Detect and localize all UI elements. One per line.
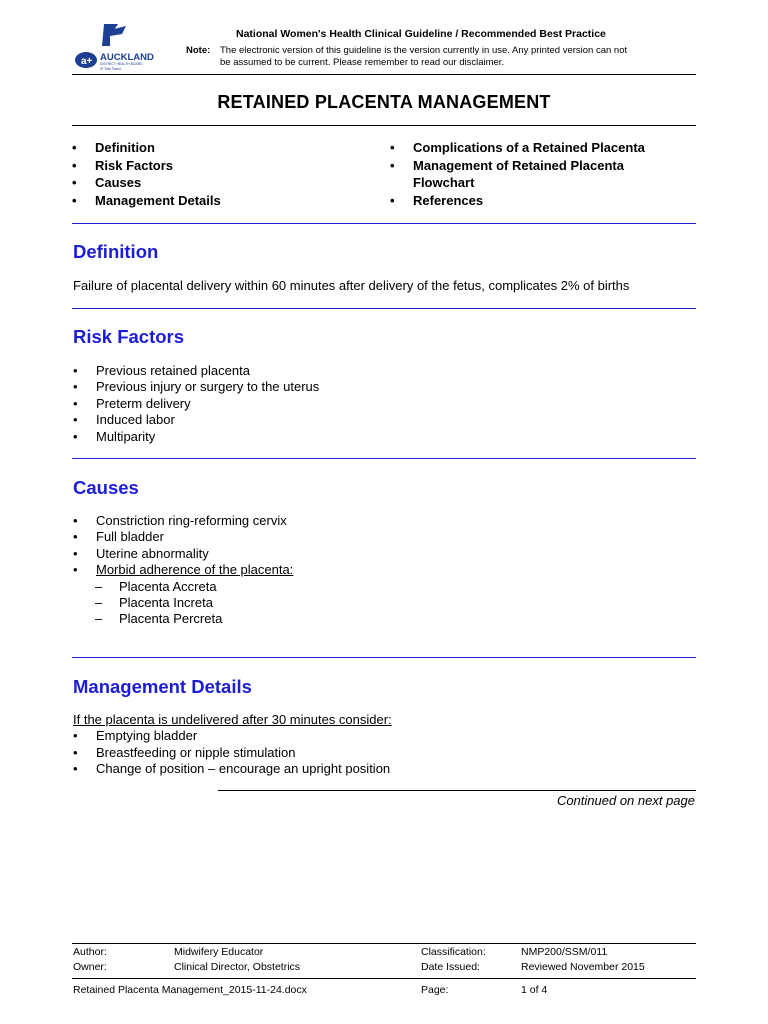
definition-text: Failure of placental delivery within 60 minutes after delivery of the fetus, complicates 2% of births	[73, 278, 630, 293]
sub-list-item: – Placenta Increta	[73, 595, 293, 611]
footer-filename: Retained Placenta Management_2015-11-24.docx	[73, 984, 307, 996]
title-rule	[72, 125, 696, 126]
list-item	[73, 562, 293, 578]
footer-classification-label: Classification:	[421, 946, 486, 958]
list-item: • Multiparity	[73, 429, 319, 445]
continued-on-next-page: Continued on next page	[556, 793, 695, 808]
footer-rule	[72, 943, 696, 944]
footer-owner-value: Clinical Director, Obstetrics	[174, 961, 301, 973]
toc-item-references[interactable]: • References	[390, 192, 690, 210]
auckland-dhb-logo	[74, 22, 170, 72]
toc-item-causes[interactable]: • Causes	[72, 174, 221, 192]
toc-item-management-flowchart-line2: Flowchart	[413, 175, 475, 190]
footer-author-label: Author:	[73, 946, 107, 958]
definition-heading: Definition	[73, 241, 159, 262]
footer-page-value: 1 of 4	[521, 984, 548, 996]
management-intro: If the placenta is undelivered after 30 minutes consider:	[73, 712, 392, 727]
note-line-2: be assumed to be current. Please remember to read our disclaimer.	[220, 56, 505, 68]
continued-rule	[218, 790, 696, 791]
footer-rule	[72, 978, 696, 979]
morbid-adherence-label: Morbid adherence of the placenta:	[96, 562, 294, 578]
footer-date-label: Date Issued:	[421, 961, 480, 973]
section-rule	[72, 657, 696, 658]
risk-factors-heading: Risk Factors	[73, 326, 185, 347]
sub-list-item: – Placenta Percreta	[73, 611, 293, 627]
footer-classification-value: NMP200/SSM/011	[521, 946, 608, 958]
list-item: • Emptying bladder	[73, 728, 392, 744]
causes-heading: Causes	[73, 477, 139, 498]
footer-author-value: Midwifery Educator	[174, 946, 264, 958]
footer-date-value: Reviewed November 2015	[521, 961, 645, 973]
toc-item-management-flowchart[interactable]	[390, 157, 690, 192]
management-list	[73, 712, 392, 778]
list-item: • Previous injury or surgery to the uterus	[73, 379, 319, 395]
footer-owner-label: Owner:	[73, 961, 107, 973]
note-label: Note:	[186, 45, 211, 56]
list-item: • Preterm delivery	[73, 396, 319, 412]
management-heading: Management Details	[73, 676, 252, 697]
list-item: • Change of position – encourage an upright position	[73, 761, 392, 777]
toc-item-definition[interactable]: • Definition	[72, 139, 221, 157]
document-title: RETAINED PLACENTA MANAGEMENT	[217, 92, 551, 112]
logo-subtext: DISTRICT HEALTH BOARD	[100, 62, 143, 66]
sub-list-item: – Placenta Accreta	[73, 579, 293, 595]
list-item: • Previous retained placenta	[73, 363, 319, 379]
toc-item-management-details[interactable]: • Management Details	[72, 192, 221, 210]
footer-page-label: Page:	[421, 984, 449, 996]
list-item: • Uterine abnormality	[73, 546, 293, 562]
section-rule	[72, 223, 696, 224]
logo-text: AUCKLAND	[100, 52, 154, 63]
note-line-1: The electronic version of this guideline is the version currently in use. Any printed version can not	[220, 45, 628, 56]
logo-tagline: Te Toka Tumai	[100, 67, 121, 71]
causes-list	[73, 513, 293, 628]
toc-column-1	[72, 139, 221, 209]
section-rule	[72, 458, 696, 459]
list-item: • Induced labor	[73, 412, 319, 428]
risk-factors-list	[73, 363, 319, 445]
list-item: • Full bladder	[73, 529, 293, 545]
toc-item-complications[interactable]: • Complications of a Retained Placenta	[390, 139, 690, 157]
header-rule	[72, 74, 696, 75]
toc-item-risk-factors[interactable]: • Risk Factors	[72, 157, 221, 175]
section-rule	[72, 308, 696, 309]
svg-text:a+: a+	[81, 56, 93, 67]
list-item: • Breastfeeding or nipple stimulation	[73, 745, 392, 761]
toc-column-2	[390, 139, 690, 209]
toc-item-management-flowchart-line1: • Management of Retained Placenta	[413, 157, 624, 173]
list-item: • Constriction ring-reforming cervix	[73, 513, 293, 529]
note-text	[220, 45, 680, 68]
guideline-header-title: National Women's Health Clinical Guideline / Recommended Best Practice	[236, 28, 606, 40]
